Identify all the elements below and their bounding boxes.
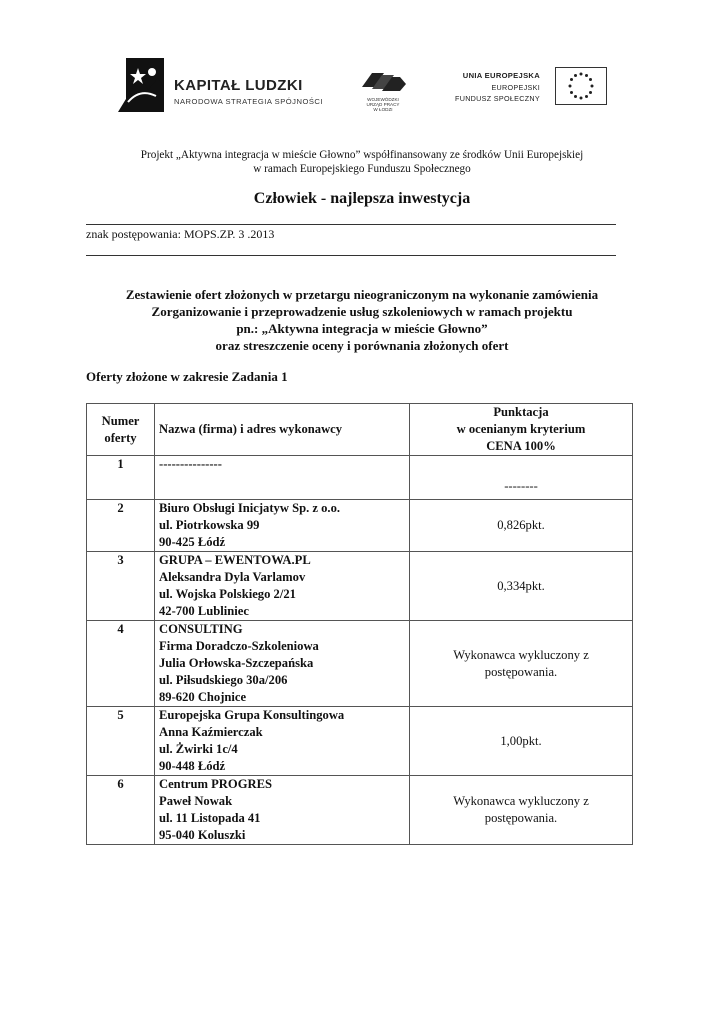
contractor-line: 42-700 Lubliniec — [159, 604, 249, 618]
divider-top — [86, 224, 616, 225]
offer-score — [410, 500, 633, 552]
offer-number: 4 — [87, 621, 155, 707]
contractor-line: 90-448 Łódź — [159, 759, 226, 773]
document-heading — [0, 286, 724, 354]
contractor-line: Anna Kaźmierczak — [159, 725, 263, 739]
offers-table — [86, 403, 633, 845]
eu-logo — [452, 67, 608, 111]
offer-number: 2 — [87, 500, 155, 552]
table-row — [87, 621, 633, 707]
offer-number: 1 — [87, 456, 155, 500]
wup-emblem-icon — [358, 67, 408, 95]
score-line: Wykonawca wykluczony z — [453, 647, 589, 662]
heading-line4: oraz streszczenie oceny i porównania złożonych ofert — [215, 338, 509, 353]
wup-caption-line: URZĄD PRACY — [366, 102, 400, 107]
eu-caption-line2: EUROPEJSKI — [491, 83, 540, 92]
contractor-line: ul. Piotrkowska 99 — [159, 518, 260, 532]
score-line: postępowania. — [484, 664, 558, 679]
wup-caption-line: W ŁODZI — [373, 107, 393, 112]
wup-caption-line: WOJEWÓDZKI — [367, 97, 399, 102]
table-row — [87, 500, 633, 552]
contractor-line: ul. 11 Listopada 41 — [159, 811, 261, 825]
offer-score — [410, 456, 633, 500]
kapital-ludzki-emblem-icon — [118, 58, 164, 112]
offer-number: 3 — [87, 552, 155, 621]
divider-bottom — [86, 255, 616, 256]
project-intro-line1: Projekt „Aktywna integracja w mieście Głowno” współfinansowany ze środków Unii Europejskiej — [140, 149, 584, 161]
offer-number: 6 — [87, 776, 155, 845]
eu-caption — [452, 70, 540, 104]
kapital-ludzki-subtitle: NARODOWA STRATEGIA SPÓJNOŚCI — [174, 97, 324, 106]
heading-line3: pn.: „Aktywna integracja w mieście Głowno” — [236, 321, 488, 336]
score-line: Wykonawca wykluczony z — [453, 794, 589, 808]
contractor-line: GRUPA – EWENTOWA.PL — [159, 553, 311, 567]
offers-table-body — [87, 456, 633, 845]
heading-line1: Zestawienie ofert złożonych w przetargu nieograniczonym na wykonanie zamówienia — [125, 287, 599, 302]
offer-score — [410, 776, 633, 845]
table-row — [87, 707, 633, 776]
contractor-line: Firma Doradczo-Szkoleniowa — [159, 639, 319, 653]
kapital-ludzki-logo — [118, 58, 328, 112]
eu-flag-icon — [555, 67, 607, 105]
project-intro-line2: w ramach Europejskiego Funduszu Społecznego — [253, 163, 471, 175]
offer-score — [410, 552, 633, 621]
eu-caption-line3: FUNDUSZ SPOŁECZNY — [455, 94, 540, 103]
contractor-line: Biuro Obsługi Inicjatyw Sp. z o.o. — [159, 501, 341, 515]
header-number-line: Numer — [101, 413, 140, 428]
contractor-line: Aleksandra Dyla Varlamov — [159, 570, 306, 584]
contractor-line: ul. Piłsudskiego 30a/206 — [159, 673, 288, 687]
contractor-line: ul. Wojska Polskiego 2/21 — [159, 587, 296, 601]
header-name: Nazwa (firma) i adres wykonawcy — [155, 404, 410, 456]
contractor-line: Europejska Grupa Konsultingowa — [159, 708, 345, 722]
contractor-line: CONSULTING — [159, 622, 243, 636]
score-line: -------- — [504, 479, 538, 493]
contractor-line: ul. Żwirki 1c/4 — [159, 742, 238, 756]
header-score — [410, 404, 633, 456]
table-header-row — [87, 404, 633, 456]
eu-caption-line1: UNIA EUROPEJSKA — [462, 71, 540, 80]
offer-score — [410, 707, 633, 776]
logo-bar — [0, 54, 724, 116]
score-line: postępowania. — [484, 811, 558, 825]
contractor-line: 90-425 Łódź — [159, 535, 226, 549]
heading-line2: Zorganizowanie i przeprowadzenie usług szkoleniowych w ramach projektu — [151, 304, 573, 319]
offer-contractor — [155, 456, 410, 500]
contractor-line: Paweł Nowak — [159, 794, 233, 808]
offer-contractor — [155, 621, 410, 707]
offer-contractor — [155, 552, 410, 621]
offer-contractor — [155, 707, 410, 776]
header-number-line: oferty — [104, 430, 137, 445]
wup-caption — [356, 97, 410, 112]
table-row — [87, 552, 633, 621]
wup-logo — [356, 67, 410, 115]
header-score-line: CENA 100% — [486, 439, 556, 453]
reference-number: znak postępowania: MOPS.ZP. 3 .2013 — [86, 227, 275, 241]
header-score-line: Punktacja — [493, 405, 549, 419]
contractor-line: 89-620 Chojnice — [159, 690, 247, 704]
table-row — [87, 456, 633, 500]
offer-contractor — [155, 776, 410, 845]
section-title: Oferty złożone w zakresie Zadania 1 — [86, 369, 288, 384]
contractor-line: Centrum PROGRES — [159, 777, 272, 791]
header-number — [87, 404, 155, 456]
contractor-line: --------------- — [159, 457, 222, 471]
kapital-ludzki-title: KAPITAŁ LUDZKI — [174, 77, 303, 94]
score-line: 0,826pkt. — [497, 518, 545, 532]
score-line: 0,334pkt. — [497, 578, 545, 593]
score-line: 1,00pkt. — [500, 733, 542, 748]
contractor-line: Julia Orłowska-Szczepańska — [159, 656, 314, 670]
table-row — [87, 776, 633, 845]
offer-score — [410, 621, 633, 707]
contractor-line: 95-040 Koluszki — [159, 828, 246, 842]
header-score-line: w ocenianym kryterium — [456, 422, 586, 436]
motto: Człowiek - najlepsza inwestycja — [253, 190, 471, 207]
offer-contractor — [155, 500, 410, 552]
project-intro — [0, 148, 724, 176]
offer-number: 5 — [87, 707, 155, 776]
